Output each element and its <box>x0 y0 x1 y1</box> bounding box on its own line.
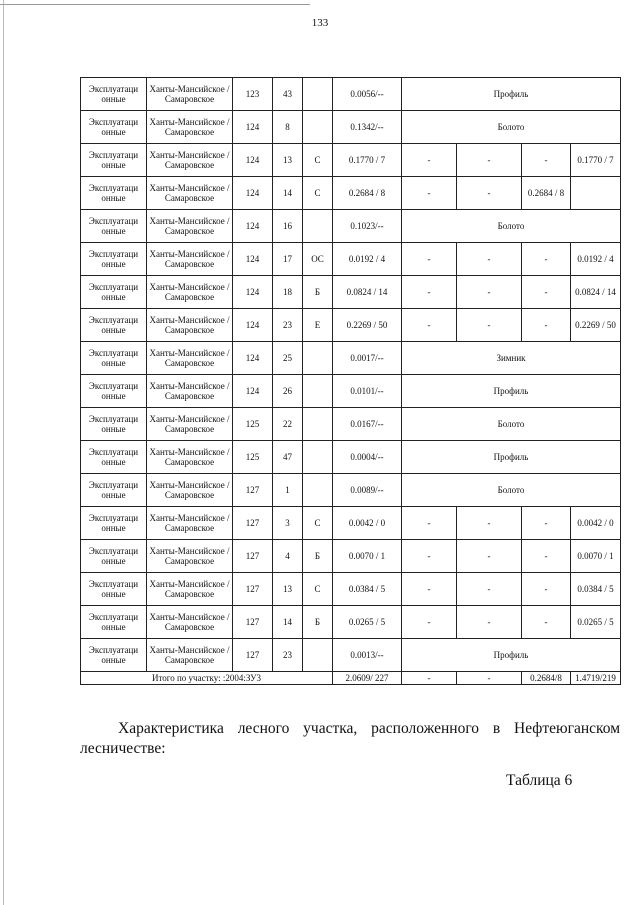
cell-note: Болото <box>402 210 621 243</box>
cell-quarter: 127 <box>233 507 273 540</box>
cell-col-b: - <box>457 573 522 606</box>
total-col-c: 0.2684/8 <box>522 672 571 685</box>
cell-col-b: - <box>457 243 522 276</box>
cell-area: 0.0265 / 5 <box>333 606 402 639</box>
cell-purpose: Эксплуатаци онные <box>81 573 147 606</box>
cell-note: Зимник <box>402 342 621 375</box>
cell-plot: 14 <box>273 177 303 210</box>
table-total-row <box>81 672 621 685</box>
cell-col-c: - <box>522 309 571 342</box>
cell-col-b: - <box>457 144 522 177</box>
cell-plot: 23 <box>273 639 303 672</box>
cell-forestry: Ханты-Мансийское / Самаровское <box>147 408 233 441</box>
cell-col-d: 0.0192 / 4 <box>571 243 621 276</box>
cell-col-a: - <box>402 243 457 276</box>
cell-plot: 43 <box>273 78 303 111</box>
cell-quarter: 127 <box>233 573 273 606</box>
table-row <box>81 540 621 573</box>
cell-purpose: Эксплуатаци онные <box>81 342 147 375</box>
table-row <box>81 144 621 177</box>
cell-note: Профиль <box>402 441 621 474</box>
table-row <box>81 309 621 342</box>
cell-species <box>303 210 333 243</box>
table-row <box>81 408 621 441</box>
cell-area: 0.0167/-- <box>333 408 402 441</box>
cell-col-c: - <box>522 573 571 606</box>
table-row <box>81 111 621 144</box>
cell-area: 0.0056/-- <box>333 78 402 111</box>
cell-note: Профиль <box>402 78 621 111</box>
cell-purpose: Эксплуатаци онные <box>81 276 147 309</box>
cell-area: 0.0042 / 0 <box>333 507 402 540</box>
cell-plot: 13 <box>273 573 303 606</box>
cell-plot: 18 <box>273 276 303 309</box>
cell-col-c: - <box>522 243 571 276</box>
cell-quarter: 124 <box>233 210 273 243</box>
cell-purpose: Эксплуатаци онные <box>81 210 147 243</box>
cell-purpose: Эксплуатаци онные <box>81 474 147 507</box>
cell-col-a: - <box>402 507 457 540</box>
cell-col-d: 0.0384 / 5 <box>571 573 621 606</box>
cell-species <box>303 375 333 408</box>
cell-purpose: Эксплуатаци онные <box>81 606 147 639</box>
section-heading-text: Характеристика лесного участка, расположенного в Нефтеюганском лесничестве: <box>80 720 620 757</box>
total-col-d: 1.4719/219 <box>571 672 621 685</box>
cell-plot: 13 <box>273 144 303 177</box>
cell-plot: 47 <box>273 441 303 474</box>
cell-quarter: 124 <box>233 309 273 342</box>
cell-col-c: 0.2684 / 8 <box>522 177 571 210</box>
cell-col-c: - <box>522 540 571 573</box>
cell-area: 0.0004/-- <box>333 441 402 474</box>
cell-forestry: Ханты-Мансийское / Самаровское <box>147 144 233 177</box>
cell-species: С <box>303 573 333 606</box>
cell-area: 0.1770 / 7 <box>333 144 402 177</box>
cell-col-d: 0.0070 / 1 <box>571 540 621 573</box>
forest-plots-table <box>80 77 621 685</box>
cell-area: 0.2269 / 50 <box>333 309 402 342</box>
cell-quarter: 124 <box>233 177 273 210</box>
cell-col-c: - <box>522 507 571 540</box>
cell-quarter: 124 <box>233 243 273 276</box>
cell-forestry: Ханты-Мансийское / Самаровское <box>147 177 233 210</box>
cell-forestry: Ханты-Мансийское / Самаровское <box>147 540 233 573</box>
cell-col-a: - <box>402 177 457 210</box>
cell-quarter: 124 <box>233 276 273 309</box>
cell-col-b: - <box>457 507 522 540</box>
cell-forestry: Ханты-Мансийское / Самаровское <box>147 606 233 639</box>
cell-area: 0.0017/-- <box>333 342 402 375</box>
cell-species: Е <box>303 309 333 342</box>
cell-quarter: 125 <box>233 441 273 474</box>
table-row <box>81 573 621 606</box>
cell-quarter: 127 <box>233 606 273 639</box>
cell-purpose: Эксплуатаци онные <box>81 144 147 177</box>
page-number: 133 <box>311 17 329 29</box>
cell-area: 0.0384 / 5 <box>333 573 402 606</box>
cell-purpose: Эксплуатаци онные <box>81 408 147 441</box>
cell-purpose: Эксплуатаци онные <box>81 507 147 540</box>
cell-forestry: Ханты-Мансийское / Самаровское <box>147 210 233 243</box>
top-rule <box>0 4 310 5</box>
table-row <box>81 78 621 111</box>
cell-plot: 16 <box>273 210 303 243</box>
cell-forestry: Ханты-Мансийское / Самаровское <box>147 474 233 507</box>
total-area: 2.0609/ 227 <box>333 672 402 685</box>
cell-col-d <box>571 177 621 210</box>
cell-purpose: Эксплуатаци онные <box>81 540 147 573</box>
cell-purpose: Эксплуатаци онные <box>81 639 147 672</box>
cell-plot: 3 <box>273 507 303 540</box>
cell-col-b: - <box>457 276 522 309</box>
scan-edge-line <box>3 0 4 905</box>
cell-col-a: - <box>402 309 457 342</box>
cell-quarter: 124 <box>233 144 273 177</box>
cell-quarter: 124 <box>233 375 273 408</box>
table-row <box>81 210 621 243</box>
cell-area: 0.0089/-- <box>333 474 402 507</box>
table-label: Таблица 6 <box>506 772 573 789</box>
table-row <box>81 606 621 639</box>
table-row <box>81 243 621 276</box>
cell-purpose: Эксплуатаци онные <box>81 177 147 210</box>
cell-area: 0.0070 / 1 <box>333 540 402 573</box>
cell-area: 0.1342/-- <box>333 111 402 144</box>
cell-forestry: Ханты-Мансийское / Самаровское <box>147 111 233 144</box>
total-label: Итого по участку: :2004:ЗУ3 <box>81 672 333 685</box>
cell-col-b: - <box>457 606 522 639</box>
table-row <box>81 375 621 408</box>
cell-quarter: 124 <box>233 111 273 144</box>
cell-col-d: 0.0265 / 5 <box>571 606 621 639</box>
cell-area: 0.1023/-- <box>333 210 402 243</box>
cell-quarter: 123 <box>233 78 273 111</box>
cell-plot: 4 <box>273 540 303 573</box>
cell-col-c: - <box>522 606 571 639</box>
cell-species <box>303 78 333 111</box>
table-row <box>81 276 621 309</box>
cell-quarter: 127 <box>233 540 273 573</box>
cell-forestry: Ханты-Мансийское / Самаровское <box>147 441 233 474</box>
cell-purpose: Эксплуатаци онные <box>81 441 147 474</box>
table-row <box>81 474 621 507</box>
cell-species <box>303 474 333 507</box>
cell-plot: 26 <box>273 375 303 408</box>
cell-forestry: Ханты-Мансийское / Самаровское <box>147 309 233 342</box>
cell-species: С <box>303 144 333 177</box>
table-row <box>81 639 621 672</box>
cell-plot: 23 <box>273 309 303 342</box>
cell-area: 0.2684 / 8 <box>333 177 402 210</box>
cell-area: 0.0824 / 14 <box>333 276 402 309</box>
cell-forestry: Ханты-Мансийское / Самаровское <box>147 276 233 309</box>
cell-plot: 8 <box>273 111 303 144</box>
cell-area: 0.0013/-- <box>333 639 402 672</box>
cell-quarter: 125 <box>233 408 273 441</box>
cell-col-c: - <box>522 144 571 177</box>
cell-col-d: 0.0824 / 14 <box>571 276 621 309</box>
cell-forestry: Ханты-Мансийское / Самаровское <box>147 78 233 111</box>
cell-forestry: Ханты-Мансийское / Самаровское <box>147 342 233 375</box>
cell-plot: 17 <box>273 243 303 276</box>
cell-species <box>303 408 333 441</box>
total-col-a: - <box>402 672 457 685</box>
cell-species: Б <box>303 540 333 573</box>
cell-col-b: - <box>457 177 522 210</box>
cell-species: Б <box>303 276 333 309</box>
cell-note: Болото <box>402 408 621 441</box>
cell-col-b: - <box>457 540 522 573</box>
cell-col-a: - <box>402 573 457 606</box>
cell-plot: 1 <box>273 474 303 507</box>
cell-purpose: Эксплуатаци онные <box>81 111 147 144</box>
cell-area: 0.0192 / 4 <box>333 243 402 276</box>
cell-forestry: Ханты-Мансийское / Самаровское <box>147 375 233 408</box>
cell-plot: 25 <box>273 342 303 375</box>
cell-col-d: 0.1770 / 7 <box>571 144 621 177</box>
cell-forestry: Ханты-Мансийское / Самаровское <box>147 639 233 672</box>
total-col-b: - <box>457 672 522 685</box>
cell-note: Профиль <box>402 375 621 408</box>
cell-species: ОС <box>303 243 333 276</box>
cell-quarter: 124 <box>233 342 273 375</box>
cell-plot: 22 <box>273 408 303 441</box>
cell-note: Болото <box>402 474 621 507</box>
cell-species: С <box>303 507 333 540</box>
cell-col-a: - <box>402 540 457 573</box>
table-row <box>81 342 621 375</box>
table-row <box>81 177 621 210</box>
cell-species <box>303 342 333 375</box>
cell-purpose: Эксплуатаци онные <box>81 309 147 342</box>
cell-forestry: Ханты-Мансийское / Самаровское <box>147 507 233 540</box>
cell-species <box>303 639 333 672</box>
table-row <box>81 441 621 474</box>
cell-quarter: 127 <box>233 474 273 507</box>
table-body <box>81 78 621 685</box>
cell-col-a: - <box>402 276 457 309</box>
cell-purpose: Эксплуатаци онные <box>81 375 147 408</box>
table-row <box>81 507 621 540</box>
cell-col-a: - <box>402 606 457 639</box>
cell-purpose: Эксплуатаци онные <box>81 243 147 276</box>
cell-col-d: 0.2269 / 50 <box>571 309 621 342</box>
cell-species <box>303 111 333 144</box>
cell-area: 0.0101/-- <box>333 375 402 408</box>
cell-note: Профиль <box>402 639 621 672</box>
cell-col-b: - <box>457 309 522 342</box>
cell-species <box>303 441 333 474</box>
cell-purpose: Эксплуатаци онные <box>81 78 147 111</box>
cell-forestry: Ханты-Мансийское / Самаровское <box>147 243 233 276</box>
cell-col-a: - <box>402 144 457 177</box>
cell-forestry: Ханты-Мансийское / Самаровское <box>147 573 233 606</box>
cell-species: Б <box>303 606 333 639</box>
cell-quarter: 127 <box>233 639 273 672</box>
cell-plot: 14 <box>273 606 303 639</box>
cell-species: С <box>303 177 333 210</box>
cell-col-c: - <box>522 276 571 309</box>
cell-note: Болото <box>402 111 621 144</box>
cell-col-d: 0.0042 / 0 <box>571 507 621 540</box>
